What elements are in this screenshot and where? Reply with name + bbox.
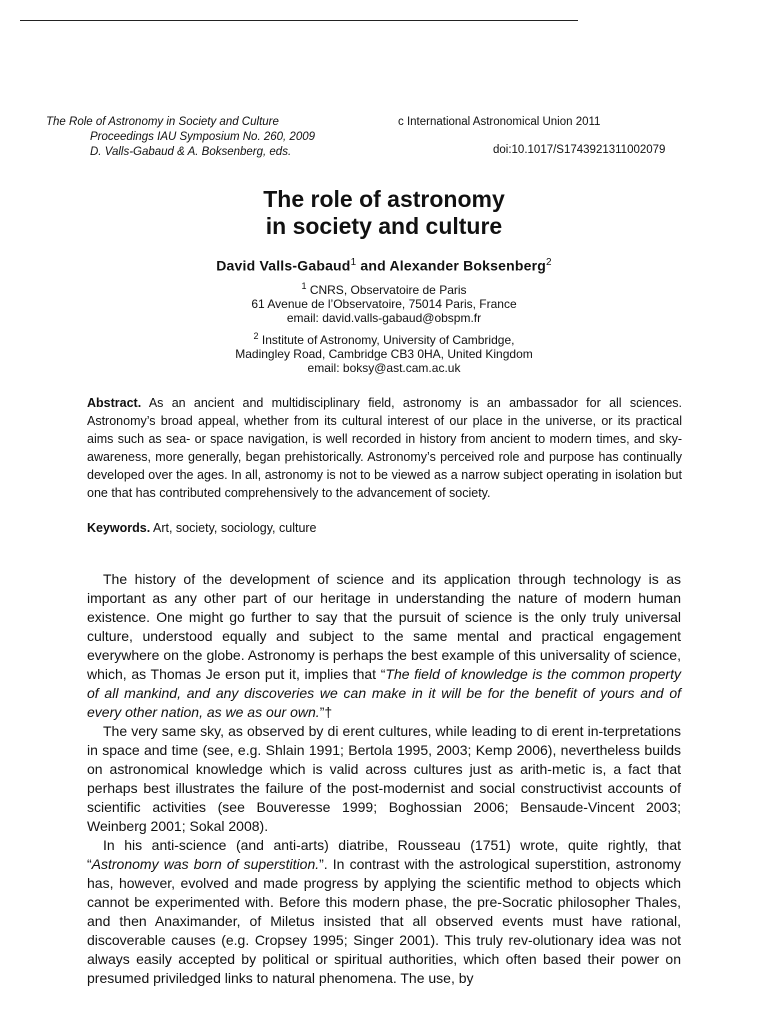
author-list <box>0 257 768 274</box>
affiliation-1 <box>0 279 768 325</box>
affiliation-line: Madingley Road, Cambridge CB3 0HA, United Kingdom <box>235 347 533 361</box>
top-rule <box>20 20 578 21</box>
paragraph-text: ”. In contrast with the astrological superstition, astronomy has, however, evolved and made progress by applying the scientific method to objects which cannot be experimented with. Before this modern phase, the pre-Socratic philosopher Thales, and then Anaximander, of Miletus insisted that all observed events must have rational, discoverable causes (e.g. Cropsey 1995; Singer 2001). This truly rev-olutionary idea was not always easily accepted by political or spiritual authorities, which often based their power on presumed priviledged links to natural phenomena. The use, by <box>87 856 681 986</box>
affiliation-email: email: boksy@ast.cam.ac.uk <box>307 361 461 375</box>
quotation: The field of knowledge is the common property of all mankind, and any discoveries we can make in it will be for the benefit of yours and of every other nation, as we as our own. <box>87 666 681 720</box>
paragraph-text: In his anti-science (and anti-arts) diatribe, Rousseau (1751) wrote, quite rightly, that “ <box>87 837 681 872</box>
header-proceedings: Proceedings IAU Symposium No. 260, 2009 <box>90 131 316 143</box>
affiliation-mark: 1 <box>301 281 307 291</box>
paragraph <box>87 836 681 988</box>
title-line-2: in society and culture <box>265 213 503 239</box>
author-affil-mark: 2 <box>545 257 552 268</box>
paragraph <box>87 570 681 722</box>
quotation: Astronomy was born of superstition. <box>91 856 320 872</box>
header-doi: doi:10.1017/S1743921311002079 <box>493 144 666 156</box>
abstract <box>87 394 682 502</box>
author-conjunction: and <box>356 257 390 274</box>
running-header-left <box>46 115 315 160</box>
keywords <box>87 521 682 535</box>
author-name: David Valls-Gabaud <box>216 257 351 274</box>
header-editors: D. Valls-Gabaud & A. Boksenberg, eds. <box>90 146 292 158</box>
keywords-text: Art, society, sociology, culture <box>153 521 317 535</box>
affiliation-line: CNRS, Observatoire de Paris <box>309 283 467 297</box>
paragraph: The very same sky, as observed by di erent cultures, while leading to di erent in-terpretations in space and time (see, e.g. Shlain 1991; Bertola 1995, 2003; Kemp 2006), nevertheless builds on astronomical knowledge which is valid across cultures just as arith-metic is, a fact that perhaps best illustrates the failure of the post-modernist and social constructivist accounts of scientific activities (see Bouveresse 1999; Boghossian 2006; Bensaude-Vincent 2003; Weinberg 2001; Sokal 2008). <box>87 723 681 834</box>
affiliation-email: email: david.valls-gabaud@obspm.fr <box>286 311 482 325</box>
abstract-label: Abstract. <box>87 396 142 410</box>
header-copyright: c International Astronomical Union 2011 <box>398 116 601 128</box>
paper-title <box>0 186 768 240</box>
affiliation-2 <box>0 329 768 375</box>
header-book-title: The Role of Astronomy in Society and Culture <box>46 116 279 128</box>
body-text <box>87 570 681 988</box>
keywords-label: Keywords. <box>87 521 151 535</box>
author-affil-mark: 1 <box>350 257 357 268</box>
affiliation-mark: 2 <box>253 331 259 341</box>
quote-close: ”† <box>319 704 333 720</box>
author-name: Alexander Boksenberg <box>389 257 546 274</box>
paragraph-text: The history of the development of science and its application through technology is as important as any other part of our heritage in understanding the nature of modern human existence. One might go further to say that the pursuit of science is the only truly universal culture, understood equally and subject to the same mental and practical engagement everywhere on the globe. Astronomy is perhaps the best example of this universality of science, which, as Thomas Je erson put it, implies that “ <box>87 571 681 682</box>
abstract-text: As an ancient and multidisciplinary field, astronomy is an ambassador for all sciences. Astronomy’s broad appeal, whether from its cultural interest of our place in the universe, or its practical aims such as sea- or space navigation, is well recorded in history from ancient to modern times, and sky-awareness, more generally, began prehistorically. Astronomy’s perceived role and purpose has continually developed over the ages. In all, astronomy is not to be viewed as a narrow subject operating in isolation but one that has contributed comprehensively to the advancement of society. <box>87 396 682 500</box>
affiliation-line: Institute of Astronomy, University of Cambridge, <box>261 333 515 347</box>
affiliation-line: 61 Avenue de l’Observatoire, 75014 Paris, France <box>251 297 517 311</box>
title-line-1: The role of astronomy <box>263 186 505 212</box>
